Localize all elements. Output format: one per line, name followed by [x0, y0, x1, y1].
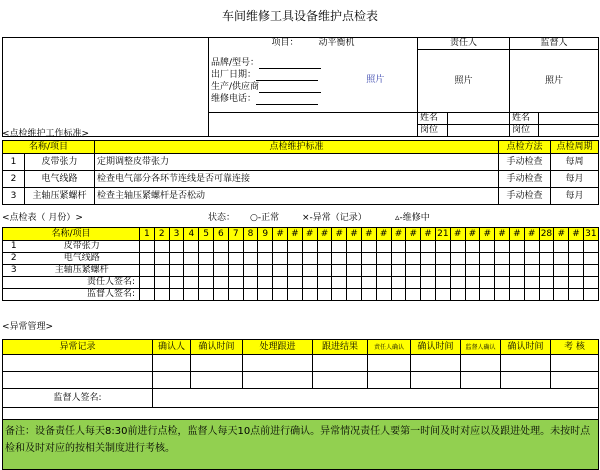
day-cell[interactable] — [302, 241, 317, 253]
day-cell[interactable] — [258, 265, 273, 277]
day-cell[interactable] — [169, 265, 184, 277]
sign-cell[interactable] — [554, 277, 569, 289]
day-cell[interactable] — [480, 241, 495, 253]
day-cell[interactable] — [376, 241, 391, 253]
sign-cell[interactable] — [554, 289, 569, 301]
equipment-info — [209, 50, 334, 113]
legend-repair: ▵-维修中 — [395, 213, 430, 223]
sign-supervisor-label: 监督人签名: — [3, 289, 140, 301]
sign-cell[interactable] — [332, 277, 347, 289]
sign-cell[interactable] — [140, 277, 155, 289]
day-cell[interactable] — [361, 253, 376, 265]
std-col-standard: 点检维护标准 — [95, 141, 499, 154]
day-cell[interactable] — [169, 253, 184, 265]
row-no: 2 — [3, 171, 25, 188]
row-name: 皮带张力 — [25, 154, 95, 171]
day-cell[interactable] — [140, 265, 155, 277]
abn-cell[interactable] — [411, 355, 461, 372]
supervisor-name-label: 姓名 — [510, 113, 539, 125]
responsible-name-label: 姓名 — [418, 113, 448, 125]
day-cell[interactable] — [376, 265, 391, 277]
day-cell[interactable] — [406, 241, 421, 253]
table-row — [3, 171, 599, 188]
day-header: # — [273, 228, 288, 241]
table-row — [3, 154, 599, 171]
supervisor-post-label: 岗位 — [510, 125, 539, 137]
sign-cell[interactable] — [361, 289, 376, 301]
day-cell[interactable] — [347, 265, 362, 277]
responsible-header: 责任人 — [418, 38, 510, 50]
project-label: 项目： — [271, 38, 299, 49]
sign-cell[interactable] — [465, 277, 480, 289]
supervisor-header: 监督人 — [510, 38, 599, 50]
row-standard: 检查主轴压紧螺杆是否松动 — [95, 188, 499, 205]
supervisor-name-field[interactable] — [539, 113, 599, 125]
abn-cell[interactable] — [243, 355, 313, 372]
sign-cell[interactable] — [243, 289, 258, 301]
status-label: 状态： — [208, 213, 236, 223]
day-cell[interactable] — [495, 253, 510, 265]
footer-note: 备注：设备责任人每天8:30前进行点检，监督人每天10点前进行确认。异常情况责任人要第一时间及时对应以及跟进处理。未按时点检和及时对应的按相关制度进行考核。 — [3, 420, 599, 470]
abn-cell[interactable] — [551, 355, 599, 372]
sign-cell[interactable] — [184, 289, 199, 301]
day-cell[interactable] — [347, 253, 362, 265]
sign-cell[interactable] — [317, 277, 332, 289]
abn-col-result: 跟进结果 — [313, 340, 368, 355]
day-cell[interactable] — [199, 241, 214, 253]
day-cell[interactable] — [450, 265, 465, 277]
day-cell[interactable] — [524, 241, 539, 253]
day-cell[interactable] — [539, 265, 554, 277]
day-header: 4 — [184, 228, 199, 241]
row-name: 电气线路 — [25, 253, 140, 265]
sign-cell[interactable] — [140, 289, 155, 301]
day-header: # — [509, 228, 524, 241]
day-header: # — [465, 228, 480, 241]
day-cell[interactable] — [406, 265, 421, 277]
day-cell[interactable] — [495, 241, 510, 253]
day-cell[interactable] — [509, 253, 524, 265]
abn-cell[interactable] — [368, 372, 411, 389]
day-cell[interactable] — [465, 265, 480, 277]
day-cell[interactable] — [273, 253, 288, 265]
sign-cell[interactable] — [539, 289, 554, 301]
day-header: 21 — [437, 228, 449, 239]
equipment-photo: 照片 — [334, 50, 418, 113]
day-cell[interactable] — [214, 253, 229, 265]
day-header: # — [361, 228, 376, 241]
day-cell[interactable] — [524, 265, 539, 277]
sign-cell[interactable] — [154, 277, 169, 289]
sign-cell[interactable] — [583, 289, 598, 301]
abn-col-responsible-confirm: 责任人确认 — [368, 340, 411, 355]
day-cell[interactable] — [391, 241, 406, 253]
sign-cell[interactable] — [169, 277, 184, 289]
sign-cell[interactable] — [243, 277, 258, 289]
table-row — [3, 253, 599, 265]
day-header: 7 — [228, 228, 243, 241]
day-cell[interactable] — [287, 241, 302, 253]
std-col-name: 名称/项目 — [3, 141, 95, 154]
abn-col-followup: 处理跟进 — [243, 340, 313, 355]
sign-cell[interactable] — [332, 289, 347, 301]
abn-cell[interactable] — [243, 372, 313, 389]
sign-cell[interactable] — [169, 289, 184, 301]
sign-cell[interactable] — [406, 277, 421, 289]
abn-cell[interactable] — [368, 355, 411, 372]
day-cell[interactable] — [524, 253, 539, 265]
sign-cell[interactable] — [361, 277, 376, 289]
sign-cell[interactable] — [376, 289, 391, 301]
day-cell[interactable] — [347, 241, 362, 253]
row-period: 每周 — [551, 154, 599, 171]
standard-section-title: <点检维护工作标准> — [2, 129, 90, 139]
row-name: 主轴压紧螺杆 — [25, 265, 140, 277]
checklist-section-header — [2, 212, 598, 224]
day-cell[interactable] — [435, 241, 450, 253]
sign-cell[interactable] — [302, 277, 317, 289]
sign-cell[interactable] — [347, 277, 362, 289]
day-cell[interactable] — [140, 253, 155, 265]
day-cell[interactable] — [332, 241, 347, 253]
abn-col-confirmer: 确认人 — [153, 340, 191, 355]
sign-cell[interactable] — [273, 277, 288, 289]
sign-cell[interactable] — [583, 277, 598, 289]
day-cell[interactable] — [228, 241, 243, 253]
day-cell[interactable] — [140, 241, 155, 253]
sign-cell[interactable] — [258, 277, 273, 289]
abn-cell[interactable] — [3, 355, 153, 372]
day-cell[interactable] — [243, 241, 258, 253]
sign-cell[interactable] — [450, 289, 465, 301]
sign-cell[interactable] — [435, 289, 450, 301]
row-method: 手动检查 — [499, 154, 551, 171]
row-name: 皮带张力 — [25, 241, 140, 253]
day-cell[interactable] — [495, 265, 510, 277]
day-header: # — [421, 228, 436, 241]
day-cell[interactable] — [184, 241, 199, 253]
std-col-period: 点检周期 — [551, 141, 599, 154]
checklist-section-title: <点检表（ 月份）> — [2, 213, 83, 223]
abnormal-section-title: <异常管理> — [2, 322, 54, 332]
day-header: 2 — [154, 228, 169, 241]
row-no: 1 — [3, 154, 25, 171]
day-header: 31 — [585, 228, 597, 239]
day-cell[interactable] — [332, 265, 347, 277]
row-no: 1 — [3, 241, 25, 253]
day-cell[interactable] — [583, 265, 598, 277]
day-cell[interactable] — [199, 253, 214, 265]
legend-normal: ○-正常 — [250, 213, 280, 223]
day-cell[interactable] — [184, 253, 199, 265]
day-cell[interactable] — [480, 253, 495, 265]
day-header: # — [569, 228, 584, 241]
sign-cell[interactable] — [287, 289, 302, 301]
repair-phone-label: 维修电话： — [211, 93, 257, 104]
day-cell[interactable] — [317, 265, 332, 277]
day-header: # — [317, 228, 332, 241]
day-cell[interactable] — [583, 241, 598, 253]
sign-cell[interactable] — [406, 289, 421, 301]
day-cell[interactable] — [435, 265, 450, 277]
sign-cell[interactable] — [347, 289, 362, 301]
table-row — [3, 355, 599, 372]
day-cell[interactable] — [317, 241, 332, 253]
abn-col-confirm-time: 确认时间 — [191, 340, 243, 355]
day-header: # — [391, 228, 406, 241]
day-cell[interactable] — [361, 265, 376, 277]
row-method: 手动检查 — [499, 188, 551, 205]
sign-cell[interactable] — [465, 289, 480, 301]
standard-table — [2, 140, 599, 205]
day-header: 9 — [258, 228, 273, 241]
sign-responsible-label: 责任人签名: — [3, 277, 140, 289]
sign-cell[interactable] — [287, 277, 302, 289]
day-cell[interactable] — [302, 265, 317, 277]
sign-cell[interactable] — [524, 289, 539, 301]
day-header: # — [406, 228, 421, 241]
abn-spacer-row — [3, 408, 599, 420]
abn-col-confirm-time-3: 确认时间 — [501, 340, 551, 355]
day-header: # — [554, 228, 569, 241]
abn-cell[interactable] — [153, 355, 191, 372]
day-cell[interactable] — [199, 265, 214, 277]
supervisor-post-field[interactable] — [539, 125, 599, 137]
sign-cell[interactable] — [391, 277, 406, 289]
row-standard: 定期调整皮带张力 — [95, 154, 499, 171]
blank-image-area — [3, 38, 209, 137]
sign-cell[interactable] — [435, 277, 450, 289]
responsible-name-field[interactable] — [448, 113, 510, 125]
day-cell[interactable] — [287, 253, 302, 265]
table-row — [3, 265, 599, 277]
sign-cell[interactable] — [569, 277, 584, 289]
day-cell[interactable] — [554, 241, 569, 253]
day-cell[interactable] — [287, 265, 302, 277]
info-blank — [209, 113, 418, 137]
sign-cell[interactable] — [199, 277, 214, 289]
sign-cell[interactable] — [495, 289, 510, 301]
day-header: # — [302, 228, 317, 241]
day-cell[interactable] — [228, 253, 243, 265]
sign-cell[interactable] — [480, 277, 495, 289]
day-header: # — [332, 228, 347, 241]
sign-cell[interactable] — [495, 277, 510, 289]
legend-abnormal: ×-异常（记录） — [302, 213, 367, 223]
factory-date-label: 出厂日期： — [211, 69, 257, 80]
abn-cell[interactable] — [153, 372, 191, 389]
day-cell[interactable] — [391, 265, 406, 277]
sign-cell[interactable] — [317, 289, 332, 301]
table-row — [3, 241, 599, 253]
sign-cell[interactable] — [376, 277, 391, 289]
sign-cell[interactable] — [450, 277, 465, 289]
sign-cell[interactable] — [184, 277, 199, 289]
sign-cell[interactable] — [214, 277, 229, 289]
sign-cell[interactable] — [258, 289, 273, 301]
abn-cell[interactable] — [461, 372, 501, 389]
sign-cell[interactable] — [421, 277, 436, 289]
abn-cell[interactable] — [551, 372, 599, 389]
sign-cell[interactable] — [480, 289, 495, 301]
sign-cell[interactable] — [228, 289, 243, 301]
day-cell[interactable] — [406, 253, 421, 265]
row-name: 电气线路 — [25, 171, 95, 188]
day-cell[interactable] — [361, 241, 376, 253]
day-cell[interactable] — [421, 253, 436, 265]
abn-col-assessment: 考 核 — [551, 340, 599, 355]
abn-supervisor-sign-field[interactable] — [153, 389, 599, 408]
sign-cell[interactable] — [302, 289, 317, 301]
table-row — [3, 372, 599, 389]
day-cell[interactable] — [317, 253, 332, 265]
day-header: # — [524, 228, 539, 241]
day-cell[interactable] — [450, 253, 465, 265]
day-cell[interactable] — [154, 265, 169, 277]
sign-cell[interactable] — [391, 289, 406, 301]
day-header: 1 — [140, 228, 155, 241]
day-cell[interactable] — [569, 265, 584, 277]
header-table — [2, 37, 599, 137]
abn-col-confirm-time-2: 确认时间 — [411, 340, 461, 355]
day-cell[interactable] — [243, 253, 258, 265]
sign-cell[interactable] — [509, 289, 524, 301]
day-cell[interactable] — [184, 265, 199, 277]
day-cell[interactable] — [554, 265, 569, 277]
day-cell[interactable] — [332, 253, 347, 265]
day-header: 3 — [169, 228, 184, 241]
day-cell[interactable] — [569, 253, 584, 265]
day-cell[interactable] — [228, 265, 243, 277]
day-cell[interactable] — [273, 265, 288, 277]
day-header: # — [347, 228, 362, 241]
row-no: 3 — [3, 188, 25, 205]
abn-cell[interactable] — [3, 372, 153, 389]
day-cell[interactable] — [376, 253, 391, 265]
project-cell — [209, 38, 418, 50]
day-header: # — [450, 228, 465, 241]
row-period: 每月 — [551, 171, 599, 188]
sign-cell[interactable] — [524, 277, 539, 289]
supervisor-photo: 照片 — [510, 50, 599, 113]
day-cell[interactable] — [450, 241, 465, 253]
day-header: # — [480, 228, 495, 241]
day-cell[interactable] — [465, 253, 480, 265]
sign-cell[interactable] — [569, 289, 584, 301]
day-header: 8 — [243, 228, 258, 241]
sign-cell[interactable] — [214, 289, 229, 301]
day-header: 28 — [540, 228, 553, 239]
day-cell[interactable] — [273, 241, 288, 253]
day-cell[interactable] — [302, 253, 317, 265]
project-value: 动平衡机 — [318, 38, 355, 49]
row-method: 手动检查 — [499, 171, 551, 188]
day-cell[interactable] — [214, 241, 229, 253]
check-col-name: 名称/项目 — [3, 228, 140, 241]
row-period: 每月 — [551, 188, 599, 205]
sign-cell[interactable] — [509, 277, 524, 289]
day-header: 5 — [199, 228, 214, 241]
day-cell[interactable] — [465, 241, 480, 253]
day-cell[interactable] — [554, 253, 569, 265]
day-cell[interactable] — [214, 265, 229, 277]
day-cell[interactable] — [435, 253, 450, 265]
day-cell[interactable] — [391, 253, 406, 265]
responsible-photo: 照片 — [418, 50, 510, 113]
day-cell[interactable] — [509, 241, 524, 253]
abn-col-supervisor-confirm: 监督人确认 — [461, 340, 501, 355]
sign-cell[interactable] — [421, 289, 436, 301]
day-header: # — [376, 228, 391, 241]
abn-supervisor-sign-label: 监督人签名: — [3, 389, 153, 408]
day-cell[interactable] — [258, 241, 273, 253]
row-name: 主轴压紧螺杆 — [25, 188, 95, 205]
day-cell[interactable] — [258, 253, 273, 265]
checklist-table — [2, 227, 599, 301]
day-cell[interactable] — [583, 253, 598, 265]
abn-cell[interactable] — [313, 372, 368, 389]
abn-cell[interactable] — [191, 355, 243, 372]
brand-model-label: 品牌/型号： — [211, 57, 260, 68]
abnormal-table — [2, 339, 599, 470]
abn-cell[interactable] — [501, 372, 551, 389]
abn-col-record: 异常记录 — [3, 340, 153, 355]
abn-cell[interactable] — [411, 372, 461, 389]
day-header: # — [495, 228, 510, 241]
sign-cell[interactable] — [199, 289, 214, 301]
day-cell[interactable] — [421, 265, 436, 277]
row-no: 2 — [3, 253, 25, 265]
row-no: 3 — [3, 265, 25, 277]
day-header: 6 — [214, 228, 229, 241]
day-cell[interactable] — [539, 241, 554, 253]
responsible-post-label: 岗位 — [418, 125, 448, 137]
sign-cell[interactable] — [539, 277, 554, 289]
abn-cell[interactable] — [191, 372, 243, 389]
day-cell[interactable] — [421, 241, 436, 253]
day-cell[interactable] — [243, 265, 258, 277]
day-cell[interactable] — [154, 253, 169, 265]
day-cell[interactable] — [539, 253, 554, 265]
sign-cell[interactable] — [154, 289, 169, 301]
day-cell[interactable] — [169, 241, 184, 253]
abn-cell[interactable] — [461, 355, 501, 372]
day-header: # — [287, 228, 302, 241]
page-title: 车间维修工具设备维护点检表 — [221, 9, 378, 23]
table-row — [3, 188, 599, 205]
sign-cell[interactable] — [273, 289, 288, 301]
day-cell[interactable] — [480, 265, 495, 277]
day-cell[interactable] — [509, 265, 524, 277]
responsible-post-field[interactable] — [448, 125, 510, 137]
abn-cell[interactable] — [501, 355, 551, 372]
day-cell[interactable] — [569, 241, 584, 253]
std-col-method: 点检方法 — [499, 141, 551, 154]
supplier-label: 生产/供应商 — [211, 81, 260, 92]
abn-cell[interactable] — [313, 355, 368, 372]
sign-cell[interactable] — [228, 277, 243, 289]
day-cell[interactable] — [154, 241, 169, 253]
row-standard: 检查电气部分各环节连线是否可靠连接 — [95, 171, 499, 188]
